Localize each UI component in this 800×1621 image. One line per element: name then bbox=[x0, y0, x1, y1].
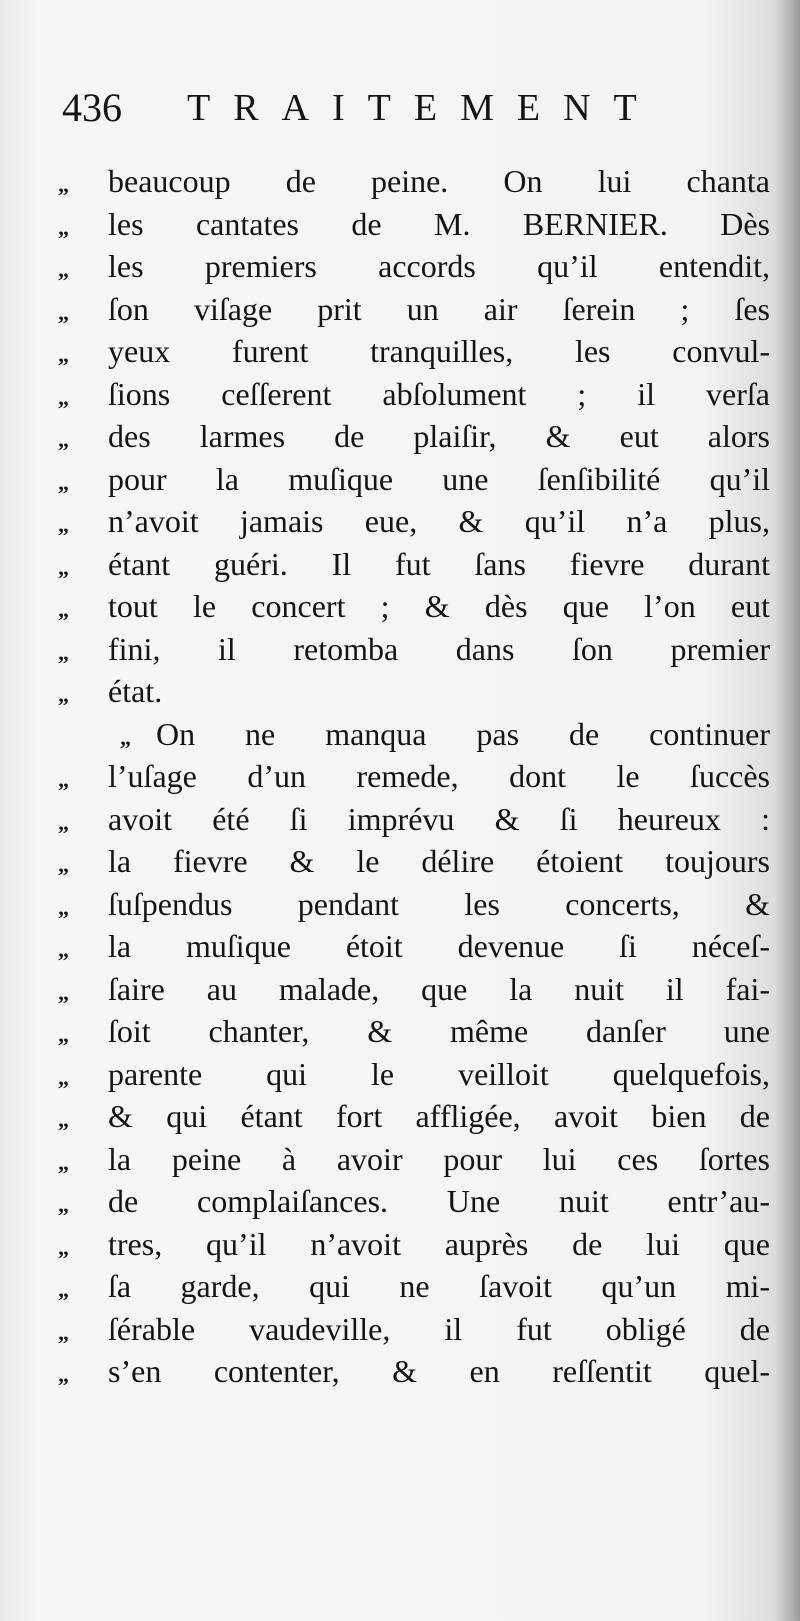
text-line bbox=[58, 203, 770, 246]
text-line bbox=[58, 373, 770, 416]
quote-mark: „ bbox=[58, 172, 69, 197]
quote-mark: „ bbox=[58, 1192, 69, 1217]
line-text: s’en contenter, & en reſſentit quel- bbox=[108, 1353, 770, 1389]
line-text: état. bbox=[108, 673, 163, 709]
quote-mark: „ bbox=[58, 1319, 69, 1345]
text-line bbox=[58, 330, 770, 373]
text-line bbox=[58, 1095, 770, 1138]
text-line bbox=[58, 543, 770, 586]
line-text: yeux furent tranquilles, les convul- bbox=[108, 333, 770, 369]
line-text: pour la muſique une ſenſibilité qu’il bbox=[108, 460, 770, 497]
line-text: les premiers accords qu’il entendit, bbox=[108, 248, 770, 284]
text-line bbox=[58, 840, 770, 883]
text-line bbox=[58, 628, 770, 671]
line-text: ſuſpendus pendant les concerts, & bbox=[108, 885, 770, 922]
quote-mark: „ bbox=[120, 724, 131, 750]
text-line bbox=[58, 713, 770, 756]
line-text: tout le concert ; & dès que l’on eut bbox=[108, 588, 770, 624]
text-line bbox=[58, 1180, 770, 1223]
line-text: ſa garde, qui ne ſavoit qu’un mi- bbox=[108, 1268, 770, 1304]
quote-mark: „ bbox=[58, 852, 69, 877]
text-line bbox=[58, 1350, 770, 1393]
text-line bbox=[58, 1265, 770, 1308]
page-header bbox=[62, 78, 780, 138]
quote-mark: „ bbox=[58, 597, 69, 622]
quote-mark: „ bbox=[58, 1277, 69, 1302]
quote-mark: „ bbox=[58, 682, 69, 707]
quote-mark: „ bbox=[58, 214, 69, 240]
quote-mark: „ bbox=[58, 1064, 69, 1090]
quote-mark: „ bbox=[58, 979, 69, 1005]
text-line bbox=[58, 968, 770, 1011]
line-text: parente qui le veilloit quelquefois, bbox=[108, 1055, 770, 1092]
quote-mark: „ bbox=[58, 257, 69, 282]
quote-mark: „ bbox=[58, 299, 69, 325]
line-text: la peine à avoir pour lui ces ſortes bbox=[108, 1140, 770, 1177]
quote-mark: „ bbox=[58, 1234, 69, 1260]
text-line bbox=[58, 1053, 770, 1096]
line-text: les cantates de M. BERNIER. Dès bbox=[108, 205, 770, 242]
quote-mark: „ bbox=[58, 1107, 69, 1132]
quote-mark: „ bbox=[58, 384, 69, 410]
line-text: On ne manqua pas de continuer bbox=[156, 715, 770, 752]
page-number: 436 bbox=[62, 85, 122, 130]
quote-mark: „ bbox=[58, 894, 69, 920]
line-text: tres, qu’il n’avoit auprès de lui que bbox=[108, 1225, 770, 1262]
text-line bbox=[58, 458, 770, 501]
line-text: ſaire au malade, que la nuit il fai- bbox=[108, 970, 770, 1007]
line-text: étant guéri. Il fut ſans fievre durant bbox=[108, 545, 770, 582]
text-line bbox=[58, 500, 770, 543]
quote-mark: „ bbox=[58, 554, 69, 580]
text-line bbox=[58, 925, 770, 968]
quote-mark: „ bbox=[58, 937, 69, 962]
text-line bbox=[58, 585, 770, 628]
text-line bbox=[58, 160, 770, 203]
line-text: l’uſage d’un remede, dont le ſuccès bbox=[108, 758, 770, 794]
page-body bbox=[58, 160, 770, 1393]
text-line bbox=[58, 1223, 770, 1266]
quote-mark: „ bbox=[58, 767, 69, 792]
line-text: fini, il retomba dans ſon premier bbox=[108, 630, 770, 667]
text-line bbox=[58, 1138, 770, 1181]
quote-mark: „ bbox=[58, 1362, 69, 1387]
quote-mark: „ bbox=[58, 809, 69, 835]
line-text: ſon viſage prit un air ſerein ; ſes bbox=[108, 290, 770, 327]
line-text: beaucoup de peine. On lui chanta bbox=[108, 163, 770, 199]
running-title: TRAITEMENT bbox=[187, 87, 660, 129]
text-line bbox=[58, 670, 770, 713]
line-text: avoit été ſi imprévu & ſi heureux : bbox=[108, 800, 770, 837]
line-text: ſions ceſſerent abſolument ; il verſa bbox=[108, 375, 770, 412]
text-line bbox=[58, 1308, 770, 1351]
text-line bbox=[58, 883, 770, 926]
quote-mark: „ bbox=[58, 427, 69, 452]
quote-mark: „ bbox=[58, 1149, 69, 1175]
line-text: la muſique étoit devenue ſi néceſ- bbox=[108, 928, 770, 964]
text-line bbox=[58, 755, 770, 798]
line-text: de complaiſances. Une nuit entr’au- bbox=[108, 1183, 770, 1219]
line-text: & qui étant fort affligée, avoit bien de bbox=[108, 1098, 770, 1134]
line-text: des larmes de plaiſir, & eut alors bbox=[108, 418, 770, 454]
line-text: n’avoit jamais eue, & qu’il n’a plus, bbox=[108, 503, 770, 539]
quote-mark: „ bbox=[58, 512, 69, 537]
text-line bbox=[58, 1010, 770, 1053]
quote-mark: „ bbox=[58, 342, 69, 367]
text-line bbox=[58, 415, 770, 458]
line-text: ſérable vaudeville, il fut obligé de bbox=[108, 1310, 770, 1347]
line-text: ſoit chanter, & même danſer une bbox=[108, 1013, 770, 1049]
text-line bbox=[58, 245, 770, 288]
quote-mark: „ bbox=[58, 1022, 69, 1047]
text-line bbox=[58, 288, 770, 331]
quote-mark: „ bbox=[58, 469, 69, 495]
line-text: la fievre & le délire étoient toujours bbox=[108, 843, 770, 879]
text-line bbox=[58, 798, 770, 841]
quote-mark: „ bbox=[58, 639, 69, 665]
